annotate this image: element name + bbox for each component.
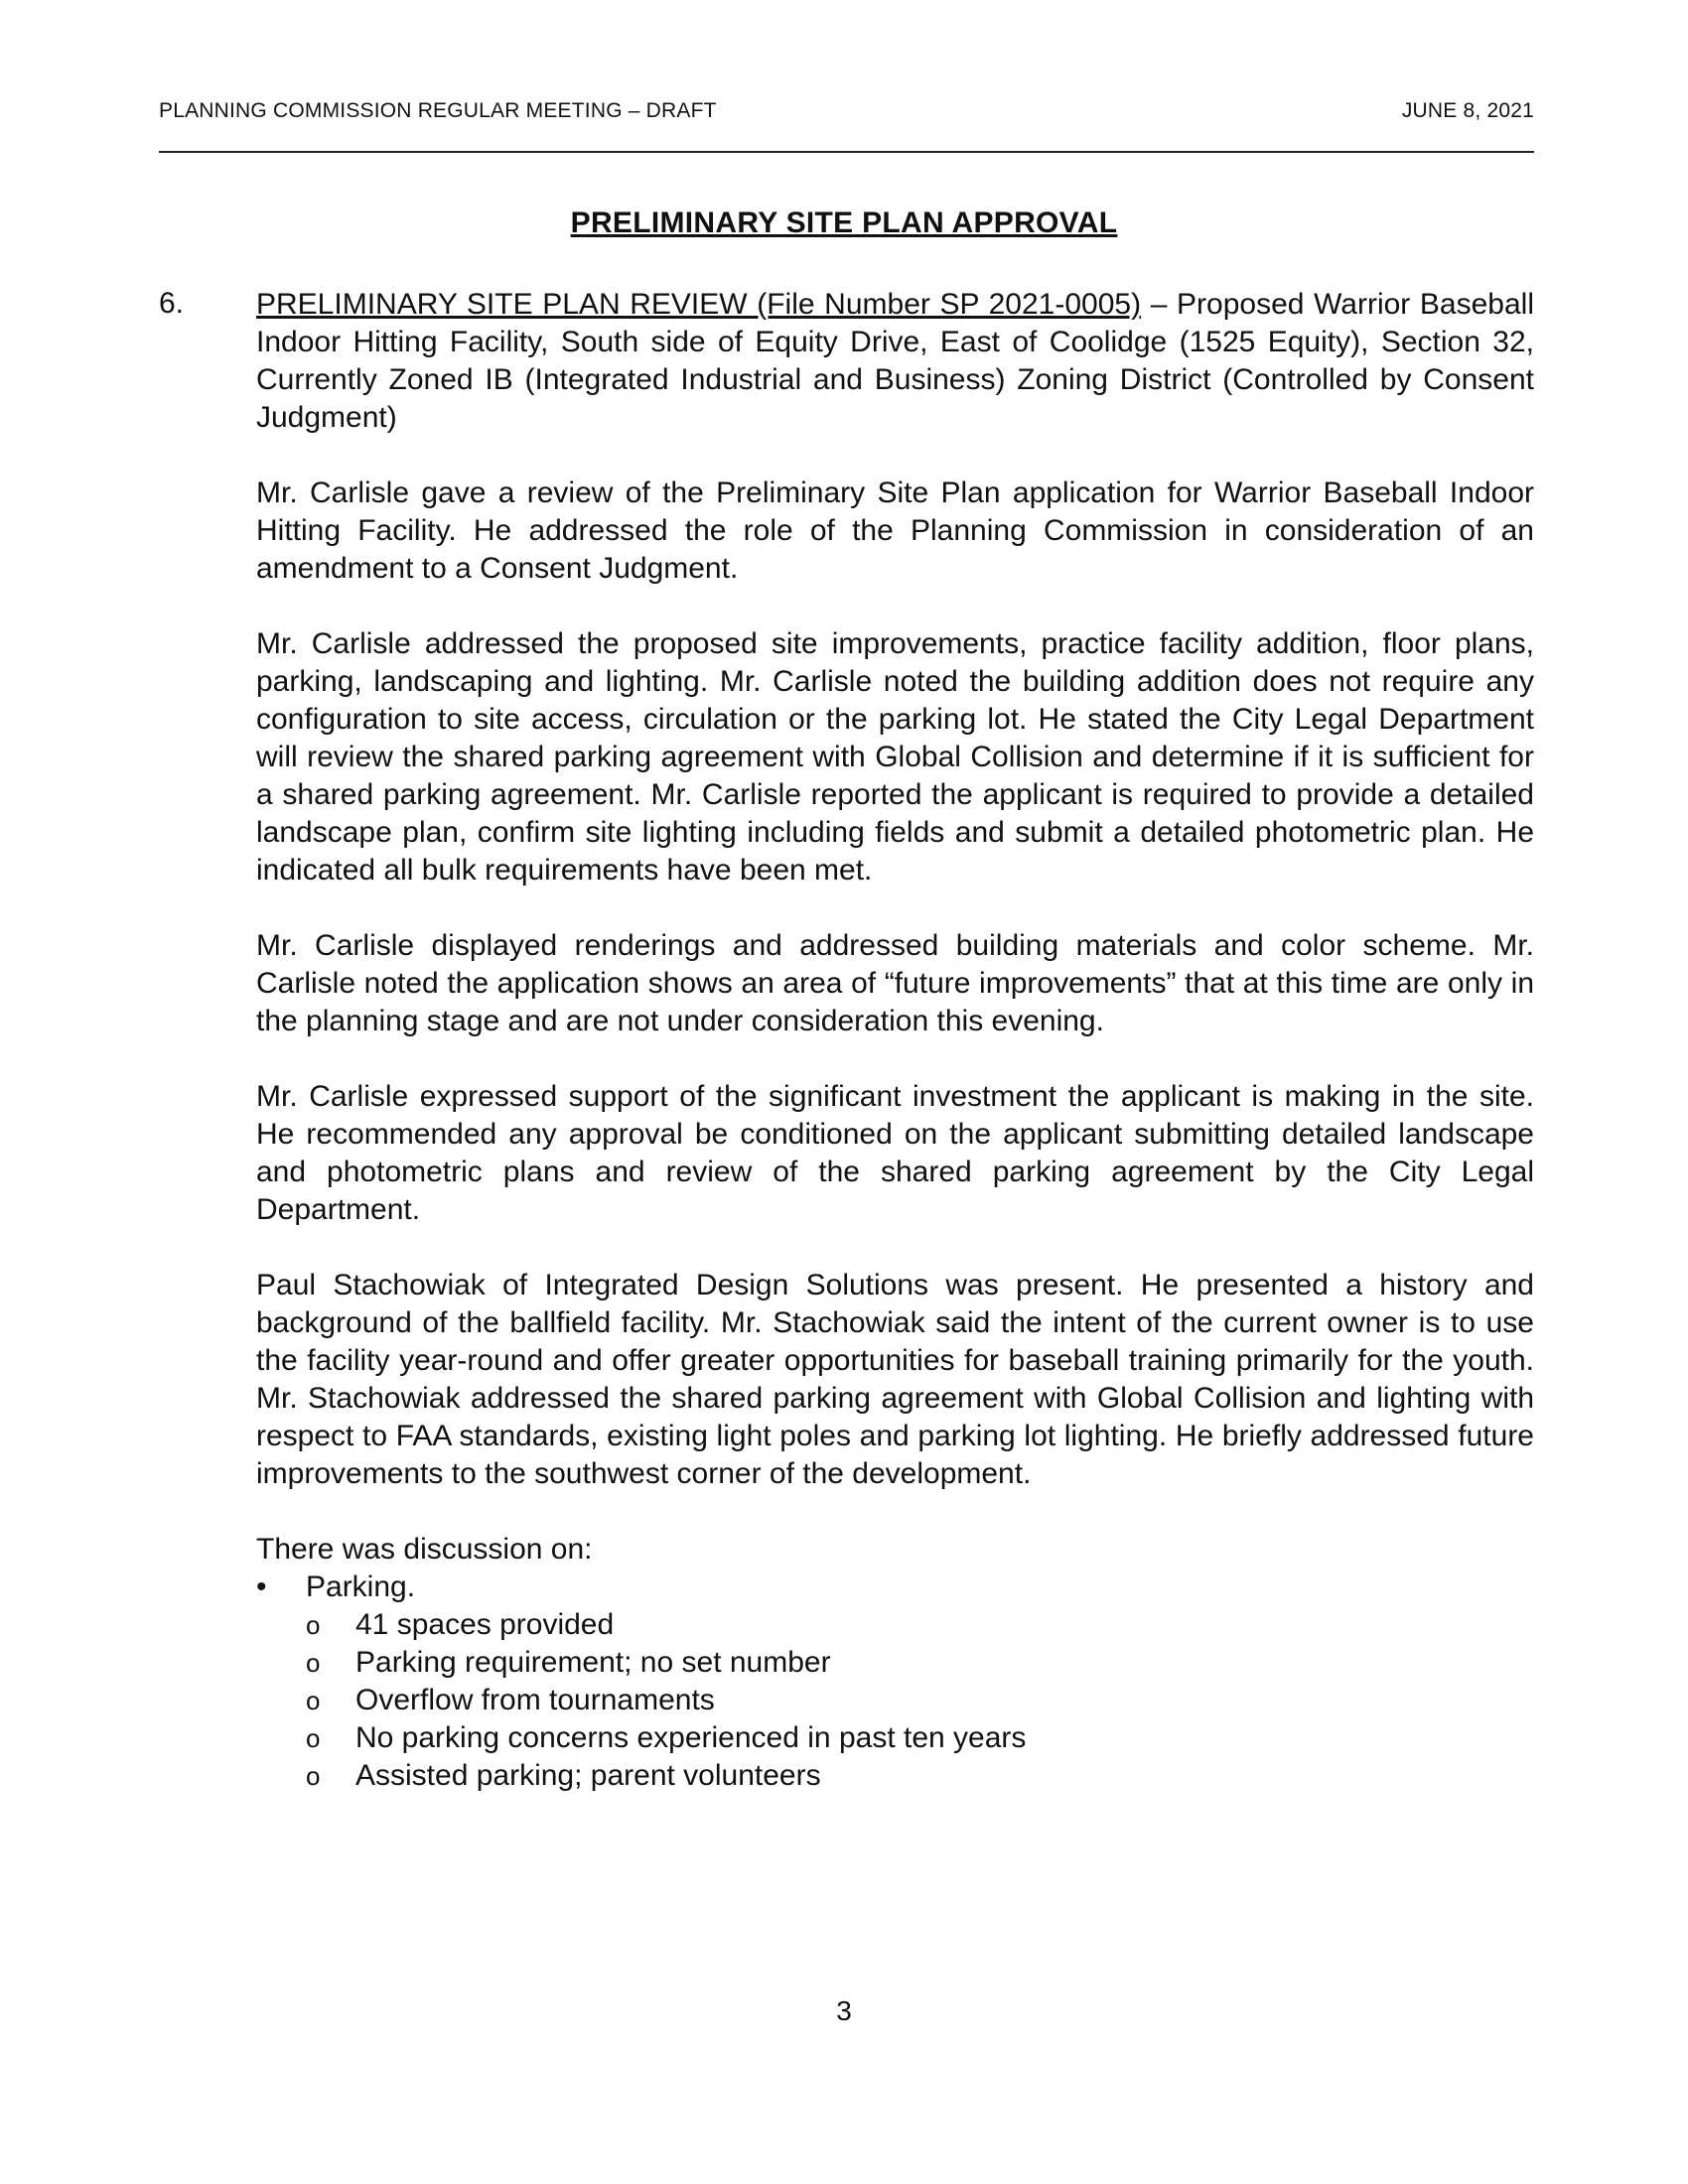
agenda-item-description: – Proposed Warrior Baseball Indoor Hitting Facility, South side of Equity Drive, East of Coolidge (1525 Equity), Section 32, Currently Zoned IB (Integrated Industrial and Business) Zoning District (Controlled by Consent Judgment) <box>256 288 1534 434</box>
paragraph-review: Mr. Carlisle gave a review of the Preliminary Site Plan application for Warrior Baseball Indoor Hitting Facility. He addressed the role of the Planning Commission in consideration of an amendment to a Consent Judgment. <box>256 477 1534 585</box>
discussion-intro: There was discussion on: <box>256 1533 593 1566</box>
section-title: PRELIMINARY SITE PLAN APPROVAL <box>570 206 1118 239</box>
page-header <box>159 95 1534 153</box>
circle-bullet-icon: o <box>306 1610 321 1640</box>
circle-bullet-icon: o <box>306 1686 321 1715</box>
discussion-point: Parking requirement; no set number <box>355 1646 831 1679</box>
circle-bullet-icon: o <box>306 1723 321 1753</box>
discussion-topic: Parking. <box>306 1570 416 1603</box>
circle-bullet-icon: o <box>306 1648 321 1678</box>
agenda-item-file-number: PRELIMINARY SITE PLAN REVIEW (File Number SP 2021-0005) <box>256 288 1142 321</box>
paragraph-site-improvements: Mr. Carlisle addressed the proposed site improvements, practice facility addition, floor plans, parking, landscaping and lighting. Mr. Carlisle noted the building addition does not require any configuration to site access, circulation or the parking lot. He stated the City Legal Department will review the shared parking agreement with Global Collision and determine if it is sufficient for a shared parking agreement. Mr. Carlisle reported the applicant is required to provide a detailed landscape plan, confirm site lighting including fields and submit a detailed photometric plan. He indicated all bulk requirements have been met. <box>256 627 1534 887</box>
agenda-item-title <box>256 286 1534 437</box>
list-item <box>306 1682 1534 1719</box>
circle-bullet-icon: o <box>306 1761 321 1791</box>
discussion-sub-list <box>306 1606 1534 1795</box>
page-number: 3 <box>836 1995 852 2026</box>
list-item <box>306 1644 1534 1682</box>
list-item <box>306 1719 1534 1757</box>
minutes-body <box>256 286 1534 1795</box>
discussion-point: No parking concerns experienced in past ten years <box>355 1721 1027 1754</box>
list-item <box>306 1757 1534 1795</box>
list-item <box>306 1606 1534 1644</box>
list-item <box>256 1569 1534 1795</box>
bullet-icon: • <box>256 1570 267 1603</box>
header-meeting-title: PLANNING COMMISSION REGULAR MEETING – DRAFT <box>159 99 717 122</box>
paragraph-renderings: Mr. Carlisle displayed renderings and addressed building materials and color scheme. Mr. Carlisle noted the application shows an area of “future improvements” that at this time are only in the planning stage and are not under consideration this evening. <box>256 929 1534 1037</box>
discussion-point: Assisted parking; parent volunteers <box>355 1759 821 1792</box>
paragraph-support: Mr. Carlisle expressed support of the significant investment the applicant is making in the site. He recommended any approval be conditioned on the applicant submitting detailed landscape and photometric plans and review of the shared parking agreement by the City Legal Department. <box>256 1080 1534 1226</box>
item-number: 6. <box>159 287 185 320</box>
header-date: JUNE 8, 2021 <box>1401 99 1534 122</box>
discussion-list <box>256 1569 1534 1795</box>
paragraph-applicant-presentation: Paul Stachowiak of Integrated Design Solutions was present. He presented a history and background of the ballfield facility. Mr. Stachowiak said the intent of the current owner is to use the facility year-round and offer greater opportunities for baseball training primarily for the youth. Mr. Stachowiak addressed the shared parking agreement with Global Collision and lighting with respect to FAA standards, existing light poles and parking lot lighting. He briefly addressed future improvements to the southwest corner of the development. <box>256 1269 1534 1490</box>
discussion-point: 41 spaces provided <box>355 1608 615 1641</box>
discussion-point: Overflow from tournaments <box>355 1684 715 1716</box>
